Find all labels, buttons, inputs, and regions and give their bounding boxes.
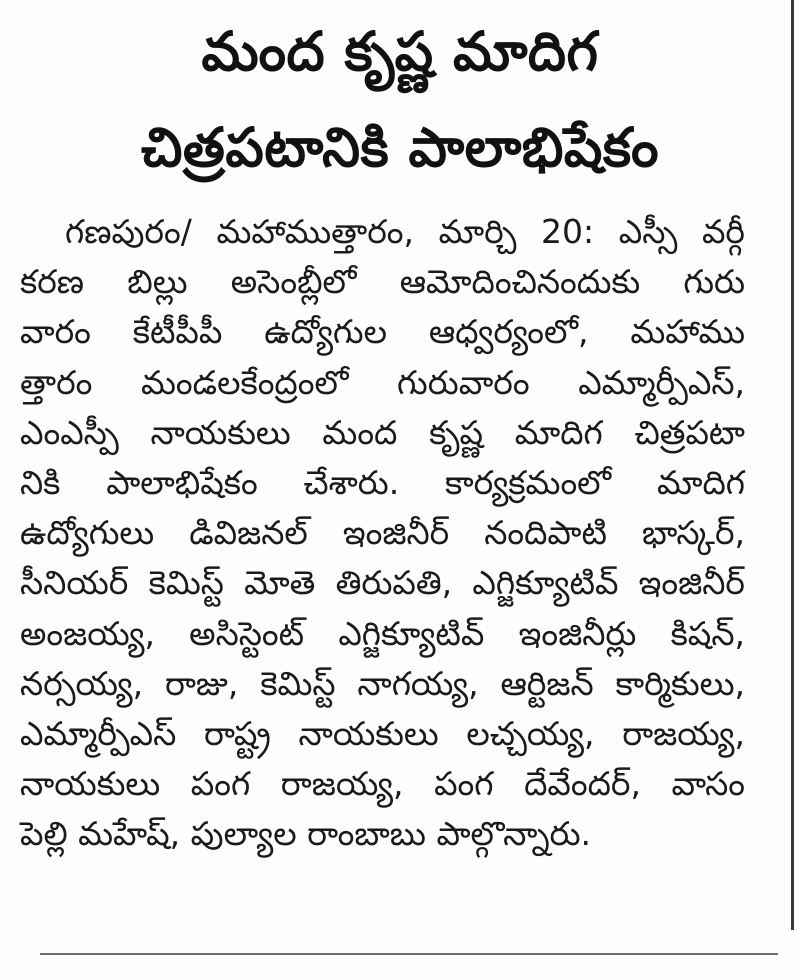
article-line: గణపురం/ మహాముత్తారం, మార్చి 20: ఎస్సీ వర్గీ — [65, 212, 745, 251]
article-line: నర్సయ్య, రాజు, కెమిస్ట్ నాగయ్య, ఆర్టిజన్ కార్మికులు, — [20, 663, 745, 703]
article-line: కరణ బిల్లు అసెంబ్లీలో ఆమోదించినందుకు గురు — [20, 262, 745, 302]
article-body — [20, 207, 745, 860]
article-line: ఎమ్మార్పీఎస్ రాష్ట్ర నాయకులు లచ్చయ్య, రాజయ్య, — [20, 714, 745, 754]
article-line: నికి పాలాభిషేకం చేశారు. కార్యక్రమంలో మాదిగ — [20, 463, 745, 503]
article-line: త్తారం మండలకేంద్రంలో గురువారం ఎమ్మార్పీఎస్, — [20, 362, 745, 402]
article-line: వారం కేటీపీపీ ఉద్యోగుల ఆధ్వర్యంలో, మహాము — [20, 312, 745, 352]
article-line: అంజయ్య, అసిస్టెంట్ ఎగ్జిక్యూటివ్ ఇంజినీర్లు కిషన్, — [20, 613, 745, 653]
article-line: నాయకులు పంగ రాజయ్య, పంగ దేవేందర్, వాసం — [20, 764, 745, 804]
bottom-divider — [40, 953, 778, 955]
column-divider — [791, 0, 794, 930]
article-line: సీనియర్ కెమిస్ట్ మోతె తిరుపతి, ఎగ్జిక్యూటివ్ ఇంజినీర్ — [20, 563, 745, 603]
article-line: ఉద్యోగులు డివిజనల్ ఇంజినీర్ నందిపాటి భాస్కర్, — [20, 513, 745, 553]
article-line: పెల్లి మహేష్, పుల్యాల రాంబాబు పాల్గొన్నారు. — [20, 814, 591, 854]
headline-line-2: చిత్రపటానికి పాలాభిషేకం — [141, 116, 659, 179]
headline-line-1: మంద కృష్ణ మాదిగ — [201, 20, 599, 83]
article-line: ఎంఎస్పీ నాయకులు మంద కృష్ణ మాదిగ చిత్రపటా — [20, 412, 745, 452]
